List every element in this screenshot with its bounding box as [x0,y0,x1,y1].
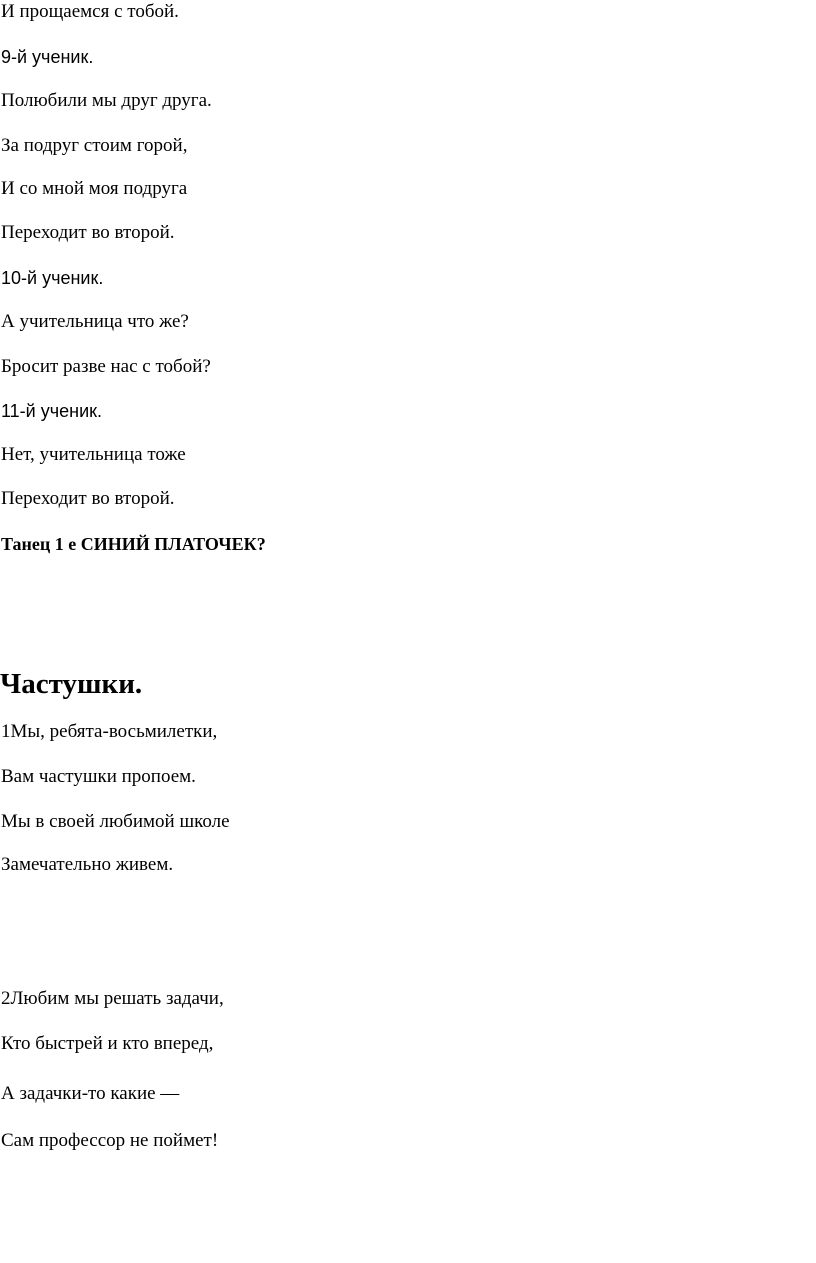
text-line: Переходит во второй. [1,222,175,243]
verse-line: Вам частушки пропоем. [1,766,196,787]
text-line: 11-й ученик. [1,401,102,421]
text-line: 9-й ученик. [1,47,94,67]
dance-line: Танец 1 е СИНИЙ ПЛАТОЧЕК? [1,534,266,554]
text-line: И со мной моя подруга [1,178,188,199]
text-line: Переходит во второй. [1,488,175,509]
text-line: А учительница что же? [1,311,189,332]
verse-line: Сам профессор не поймет! [1,1130,219,1151]
verse-line: 1Мы, ребята-восьмилетки, [1,721,218,742]
text-line: Нет, учительница тоже [1,444,186,465]
verse-line: 2Любим мы решать задачи, [1,988,224,1009]
text-line: За подруг стоим горой, [1,135,188,156]
verse-line: Кто быстрей и кто вперед, [1,1033,214,1054]
chastushki-heading: Частушки. [0,668,143,700]
verse-line: Замечательно живем. [1,854,174,875]
text-line: 10-й ученик. [1,268,104,288]
text-line: Бросит разве нас с тобой? [1,356,211,377]
text-line: Полюбили мы друг друга. [1,90,212,111]
text-line: И прощаемся с тобой. [1,1,179,22]
verse-line: А задачки-то какие — [1,1083,180,1104]
verse-line: Мы в своей любимой школе [1,811,230,832]
